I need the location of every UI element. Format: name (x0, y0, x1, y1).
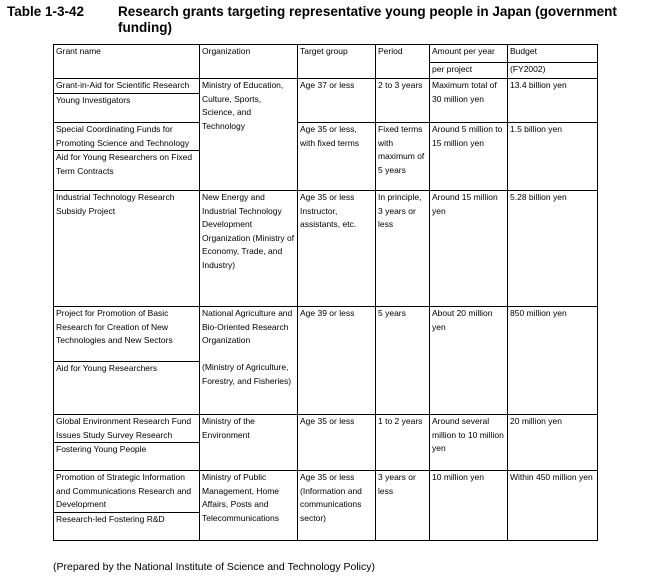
grant-name-cell (54, 471, 200, 541)
grant-subprogram: Research-led Fostering R&D (54, 512, 199, 527)
budget-cell: 13.4 billion yen (508, 79, 598, 123)
organization-name: National Agriculture and Bio-Oriented Research Organization (202, 308, 293, 345)
target-group-cell: Age 35 or less (298, 415, 376, 471)
target-group-cell: Age 37 or less (298, 79, 376, 123)
table-row (54, 307, 598, 415)
period-cell: 2 to 3 years (376, 79, 430, 123)
amount-cell: Around 15 million yen (430, 191, 508, 307)
grants-table (53, 44, 598, 541)
organization-cell: Ministry of Public Management, Home Affairs, Posts and Telecommunications (200, 471, 298, 541)
grant-name-cell (54, 415, 200, 471)
table-row (54, 79, 598, 123)
grant-name: Special Coordinating Funds for Promoting Science and Technology (56, 124, 190, 148)
period-cell: In principle, 3 years or less (376, 191, 430, 307)
header-amount-sub: per project (430, 63, 508, 79)
target-group-cell: Age 35 or less, with fixed terms (298, 123, 376, 191)
organization-cell: Ministry of Education, Culture, Sports, Science, and Technology (200, 79, 298, 191)
period-cell: 1 to 2 years (376, 415, 430, 471)
target-group-cell: Age 39 or less (298, 307, 376, 415)
amount-cell: Around several million to 10 million yen (430, 415, 508, 471)
budget-cell: 20 million yen (508, 415, 598, 471)
table-row (54, 415, 598, 471)
grant-name: Project for Promotion of Basic Research for Creation of New Technologies and New Sectors (56, 308, 173, 345)
budget-cell: Within 450 million yen (508, 471, 598, 541)
organization-cell: New Energy and Industrial Technology Development Organization (Ministry of Economy, Trade, and Industry) (200, 191, 298, 307)
header-amount: Amount per year (430, 45, 508, 63)
budget-cell: 1.5 billion yen (508, 123, 598, 191)
table-title: Research grants targeting representative young people in Japan (government funding) (118, 4, 617, 35)
grant-name-cell (54, 79, 200, 123)
table-row (54, 471, 598, 541)
amount-cell: Around 5 million to 15 million yen (430, 123, 508, 191)
period-cell: Fixed terms with maximum of 5 years (376, 123, 430, 191)
grant-subprogram: Aid for Young Researchers (54, 361, 199, 376)
header-budget-sub: (FY2002) (508, 63, 598, 79)
organization-ministry: (Ministry of Agriculture, Forestry, and Fisheries) (202, 362, 292, 386)
grant-subprogram: Fostering Young People (54, 442, 199, 457)
budget-cell: 850 million yen (508, 307, 598, 415)
amount-cell: About 20 million yen (430, 307, 508, 415)
amount-cell: 10 million yen (430, 471, 508, 541)
header-row (54, 45, 598, 63)
header-grant-name: Grant name (54, 45, 200, 79)
source-note: (Prepared by the National Institute of Science and Technology Policy) (53, 561, 375, 573)
grant-name: Global Environment Research Fund Issues Study Survey Research (56, 416, 192, 440)
period-cell: 5 years (376, 307, 430, 415)
header-budget: Budget (508, 45, 598, 63)
amount-cell: Maximum total of 30 million yen (430, 79, 508, 123)
header-target-group: Target group (298, 45, 376, 79)
organization-cell: Ministry of the Environment (200, 415, 298, 471)
header-organization: Organization (200, 45, 298, 79)
table-number: Table 1-3-42 (7, 4, 85, 19)
grant-name-cell (54, 307, 200, 415)
grant-name: Promotion of Strategic Information and Communications Research and Development (56, 472, 192, 509)
grant-name-cell (54, 123, 200, 191)
organization-cell (200, 307, 298, 415)
budget-cell: 5.28 billion yen (508, 191, 598, 307)
grant-name-cell: Industrial Technology Research Subsidy Project (54, 191, 200, 307)
target-group-cell: Age 35 or less (Information and communications sector) (298, 471, 376, 541)
header-period: Period (376, 45, 430, 79)
table-row (54, 191, 598, 307)
grant-name: Grant-in-Aid for Scientific Research (56, 80, 190, 90)
target-group-cell: Age 35 or less Instructor, assistants, etc. (298, 191, 376, 307)
period-cell: 3 years or less (376, 471, 430, 541)
table-row (54, 123, 598, 191)
grant-subprogram: Aid for Young Researchers on Fixed Term Contracts (54, 150, 199, 178)
grant-subprogram: Young Investigators (54, 93, 199, 108)
